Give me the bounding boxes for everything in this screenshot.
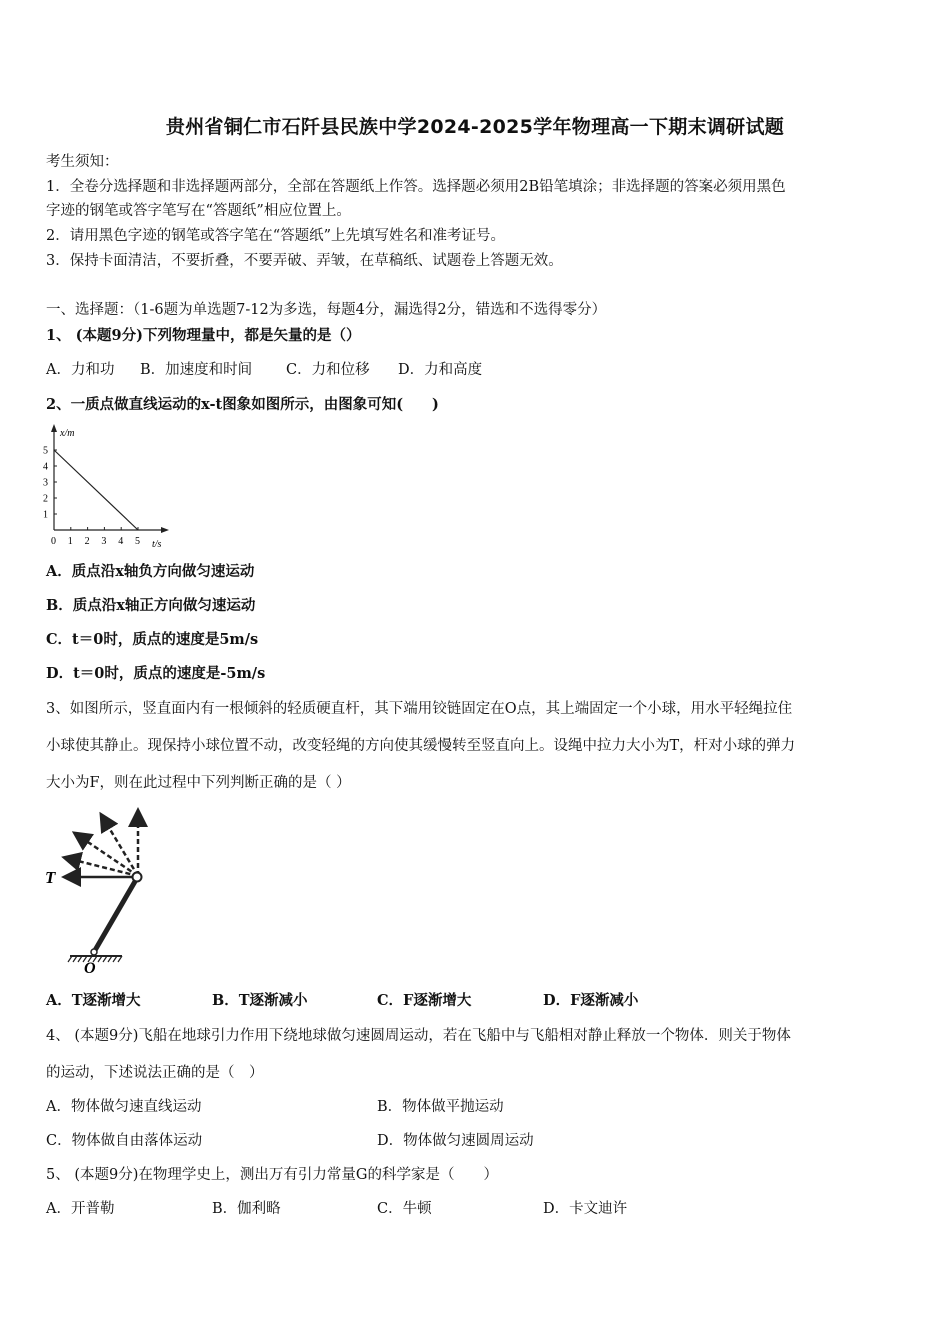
q5-option-b: B．伽利略: [212, 1201, 281, 1217]
q1-option-a: A．力和功: [46, 362, 115, 378]
q3-option-c: C．F逐渐增大: [377, 992, 472, 1009]
q3-stem-line-2: 小球使其静止。现保持小球位置不动，改变轻绳的方向使其缓慢转至竖直向上。设绳中拉力大小为T，杆对小球的弹力: [46, 738, 796, 754]
xt-data-line: [54, 450, 138, 530]
q4-option-a: A．物体做匀速直线运动: [46, 1099, 202, 1115]
notice-item-1-line-2: 字迹的钢笔或答字笔写在“答题纸”相应位置上。: [46, 203, 351, 219]
q2-stem: 2、一质点做直线运动的x-t图象如图所示，由图象可知( ): [46, 396, 439, 413]
x-tick-label: 1: [67, 536, 73, 547]
y-tick-label: 1: [43, 509, 48, 521]
q5-option-a: A．开普勒: [46, 1201, 115, 1217]
x-axis-label: t/s: [152, 539, 162, 550]
q1-option-c: C．力和位移: [286, 362, 370, 378]
hinge: [91, 949, 97, 955]
y-tick-label: 4: [43, 461, 48, 473]
y-tick-label: 2: [43, 493, 48, 505]
q1-option-d: D．力和高度: [398, 362, 483, 378]
q4-option-c: C．物体做自由落体运动: [46, 1133, 203, 1149]
pivot-label: O: [84, 960, 96, 977]
q3-rod-figure: [40, 800, 160, 978]
notice-item-2: 2．请用黑色字迹的钢笔或答字笔在“答题纸”上先填写姓名和准考证号。: [46, 228, 506, 244]
q4-option-b: B．物体做平抛运动: [377, 1099, 504, 1115]
y-axis-label: x/m: [60, 428, 75, 439]
y-tick-label: 3: [43, 477, 48, 489]
q5-stem: 5、 (本题9分)在物理学史上，测出万有引力常量G的科学家是（ ）: [46, 1167, 498, 1183]
q3-option-a: A．T逐渐增大: [46, 992, 141, 1009]
q3-stem-line-3: 大小为F，则在此过程中下列判断正确的是（ ）: [46, 775, 351, 791]
q4-option-d: D．物体做匀速圆周运动: [377, 1133, 534, 1149]
rod: [94, 878, 137, 952]
q1-option-b: B．加速度和时间: [140, 362, 253, 378]
exam-title: 贵州省铜仁市石阡县民族中学2024-2025学年物理高一下期末调研试题: [165, 116, 785, 138]
q5-option-d: D．卡文迪许: [543, 1201, 628, 1217]
dashed-rope-upper-left: [102, 816, 138, 876]
dashed-rope-lower-left: [66, 858, 138, 876]
tension-label: T: [45, 868, 56, 887]
notice-heading: 考生须知：: [46, 154, 119, 170]
q3-option-d: D．F逐渐减小: [543, 992, 639, 1009]
ball: [133, 873, 142, 882]
x-tick-label: 4: [118, 536, 124, 547]
q5-option-c: C．牛顿: [377, 1201, 432, 1217]
q3-stem-line-1: 3、如图所示，竖直面内有一根倾斜的轻质硬直杆，其下端用铰链固定在O点，其上端固定一个小球，用水平轻绳拉住: [46, 701, 793, 717]
x-tick-label: 2: [84, 536, 90, 547]
x-axis-arrow: [161, 527, 169, 533]
y-tick-label: 5: [43, 445, 48, 457]
section-heading: 一、选择题：（1-6题为单选题7-12为多选，每题4分，漏选得2分，错选和不选得零分）: [46, 302, 607, 318]
q2-xt-graph: [40, 422, 175, 552]
q2-option-c: C．t＝0时，质点的速度是5m/s: [46, 631, 259, 648]
q4-stem-line-2: 的运动，下述说法正确的是（ ）: [46, 1065, 264, 1081]
x-tick-label: 5: [135, 536, 140, 547]
notice-item-3: 3．保持卡面清洁，不要折叠，不要弄破、弄皱，在草稿纸、试题卷上答题无效。: [46, 253, 563, 269]
x-tick-label: 3: [101, 536, 107, 547]
q4-stem-line-1: 4、 (本题9分)飞船在地球引力作用下绕地球做匀速圆周运动，若在飞船中与飞船相对静止释放一个物体．则关于物体: [46, 1028, 791, 1044]
q2-option-d: D．t＝0时，质点的速度是-5m/s: [46, 665, 266, 682]
notice-item-1-line-1: 1．全卷分选择题和非选择题两部分，全部在答题纸上作答。选择题必须用2B铅笔填涂；非选择题的答案必须用黑色: [46, 179, 786, 195]
q2-option-b: B．质点沿x轴正方向做匀速运动: [46, 597, 256, 614]
q2-option-a: A．质点沿x轴负方向做匀速运动: [46, 563, 255, 580]
dashed-rope-mid-left: [76, 834, 138, 876]
y-axis-arrow: [51, 424, 57, 432]
q3-option-b: B．T逐渐减小: [212, 992, 308, 1009]
q1-stem: 1、 (本题9分)下列物理量中，都是矢量的是（）: [46, 327, 361, 344]
x-tick-label: 0: [51, 536, 56, 547]
